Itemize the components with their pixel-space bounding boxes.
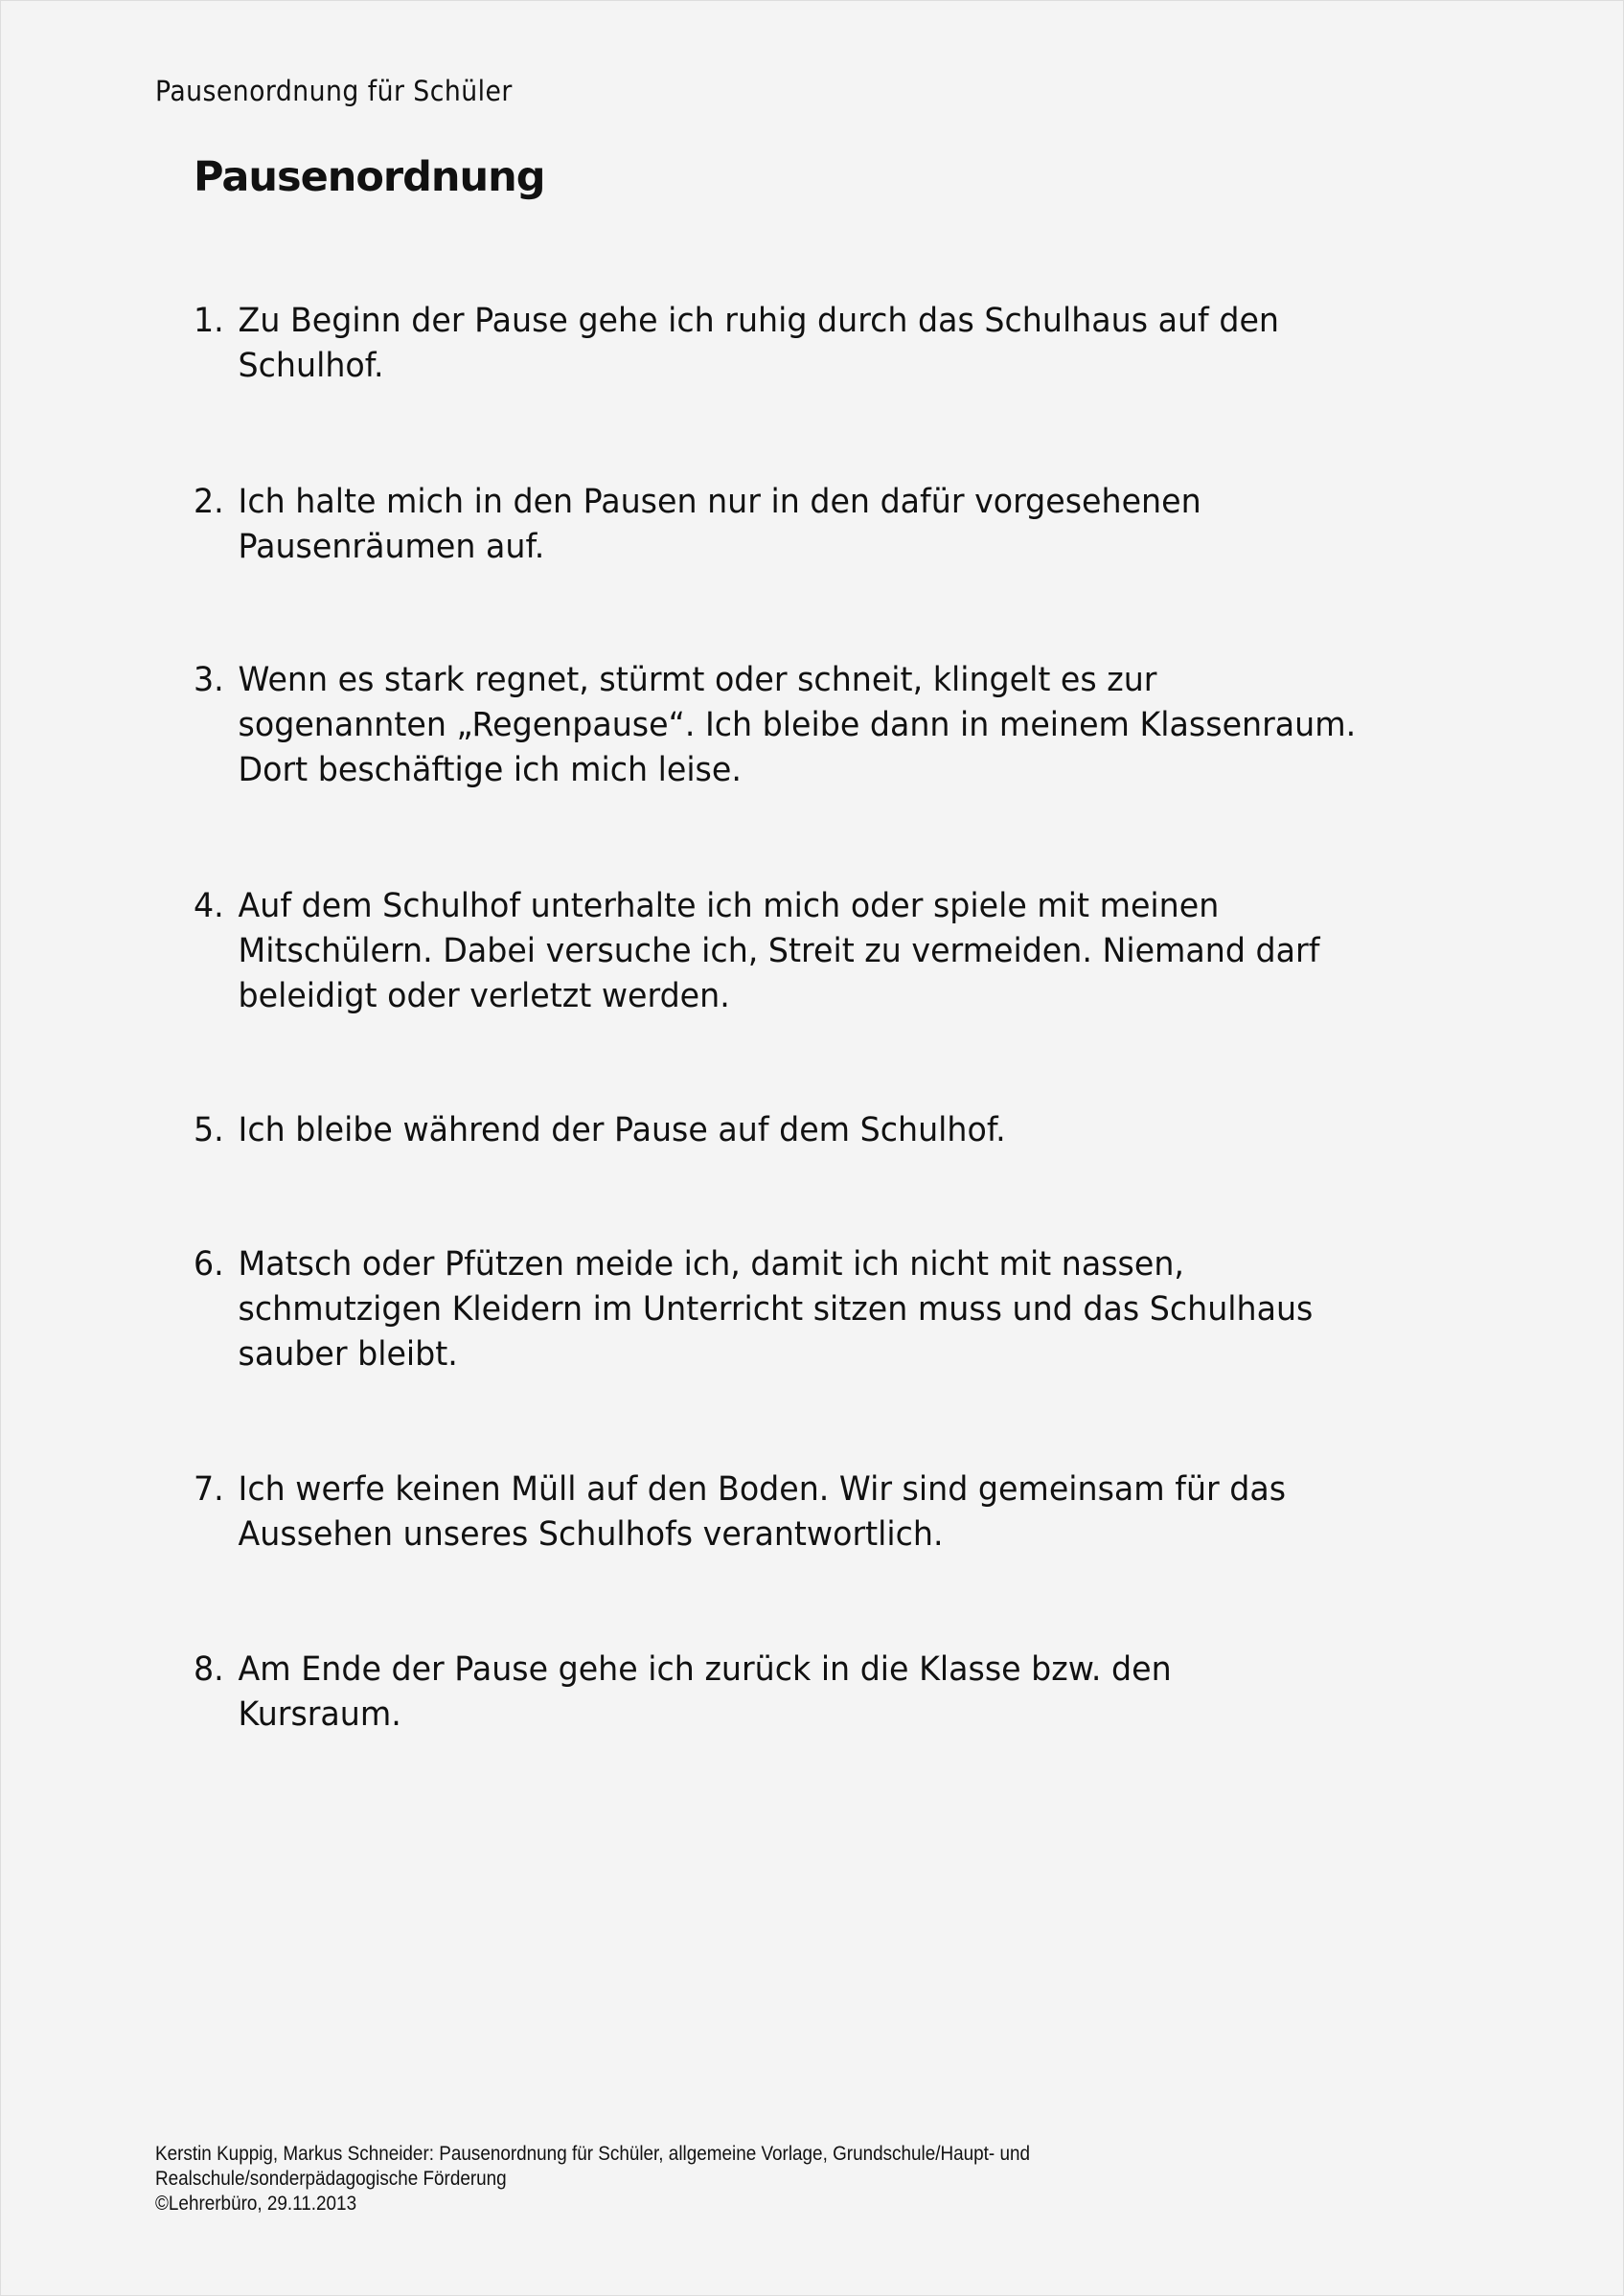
footer-line: Realschule/sonderpädagogische Förderung	[155, 2168, 507, 2190]
running-header: Pausenordnung für Schüler	[155, 75, 513, 107]
item-text-line: Auf dem Schulhof unterhalte ich mich oder spiele mit meinen	[238, 887, 1220, 925]
item-text-line: Ich halte mich in den Pausen nur in den dafür vorgesehenen	[238, 483, 1201, 521]
list-item	[194, 1467, 1286, 1557]
item-number: 1.	[194, 302, 224, 340]
item-number: 3.	[194, 661, 224, 699]
item-text-line: Kursraum.	[238, 1695, 401, 1734]
item-text-line: Aussehen unseres Schulhofs verantwortlich.	[238, 1515, 944, 1554]
list-item	[194, 1108, 1006, 1153]
item-text-line: Dort beschäftige ich mich leise.	[238, 751, 742, 789]
item-number: 7.	[194, 1470, 224, 1509]
item-text-line: Schulhof.	[238, 347, 384, 385]
item-number: 4.	[194, 887, 224, 925]
item-text-line: Wenn es stark regnet, stürmt oder schneit, klingelt es zur	[238, 661, 1157, 699]
item-text-line: sauber bleibt.	[238, 1335, 458, 1374]
item-text-line: schmutzigen Kleidern im Unterricht sitzen muss und das Schulhaus	[238, 1290, 1314, 1329]
list-item	[194, 480, 1201, 570]
item-text-line: sogenannten „Regenpause“. Ich bleibe dann in meinem Klassenraum.	[238, 706, 1357, 744]
item-text-line: Am Ende der Pause gehe ich zurück in die Klasse bzw. den	[238, 1650, 1172, 1689]
item-number: 5.	[194, 1111, 224, 1149]
item-text-line: Zu Beginn der Pause gehe ich ruhig durch das Schulhaus auf den	[238, 302, 1279, 340]
item-text-line: beleidigt oder verletzt werden.	[238, 977, 730, 1015]
list-item	[194, 299, 1279, 389]
item-number: 2.	[194, 483, 224, 521]
footer-line: Kerstin Kuppig, Markus Schneider: Pausenordnung für Schüler, allgemeine Vorlage, Grundschule/Haupt- und	[155, 2143, 1031, 2165]
footer-line: ©Lehrerbüro, 29.11.2013	[155, 2193, 357, 2215]
list-item	[194, 884, 1319, 1019]
item-number: 8.	[194, 1650, 224, 1689]
item-text-line: Ich werfe keinen Müll auf den Boden. Wir sind gemeinsam für das	[238, 1470, 1287, 1509]
list-item	[194, 658, 1356, 793]
footer	[155, 2142, 1030, 2216]
item-text-line: Mitschülern. Dabei versuche ich, Streit zu vermeiden. Niemand darf	[238, 932, 1320, 970]
list-item	[194, 1648, 1172, 1738]
page-title: Pausenordnung	[194, 153, 545, 201]
list-item	[194, 1242, 1313, 1377]
item-number: 6.	[194, 1245, 224, 1284]
item-text-line: Pausenräumen auf.	[238, 528, 545, 566]
item-text-line: Ich bleibe während der Pause auf dem Schulhof.	[238, 1111, 1006, 1149]
item-text-line: Matsch oder Pfützen meide ich, damit ich nicht mit nassen,	[238, 1245, 1184, 1284]
